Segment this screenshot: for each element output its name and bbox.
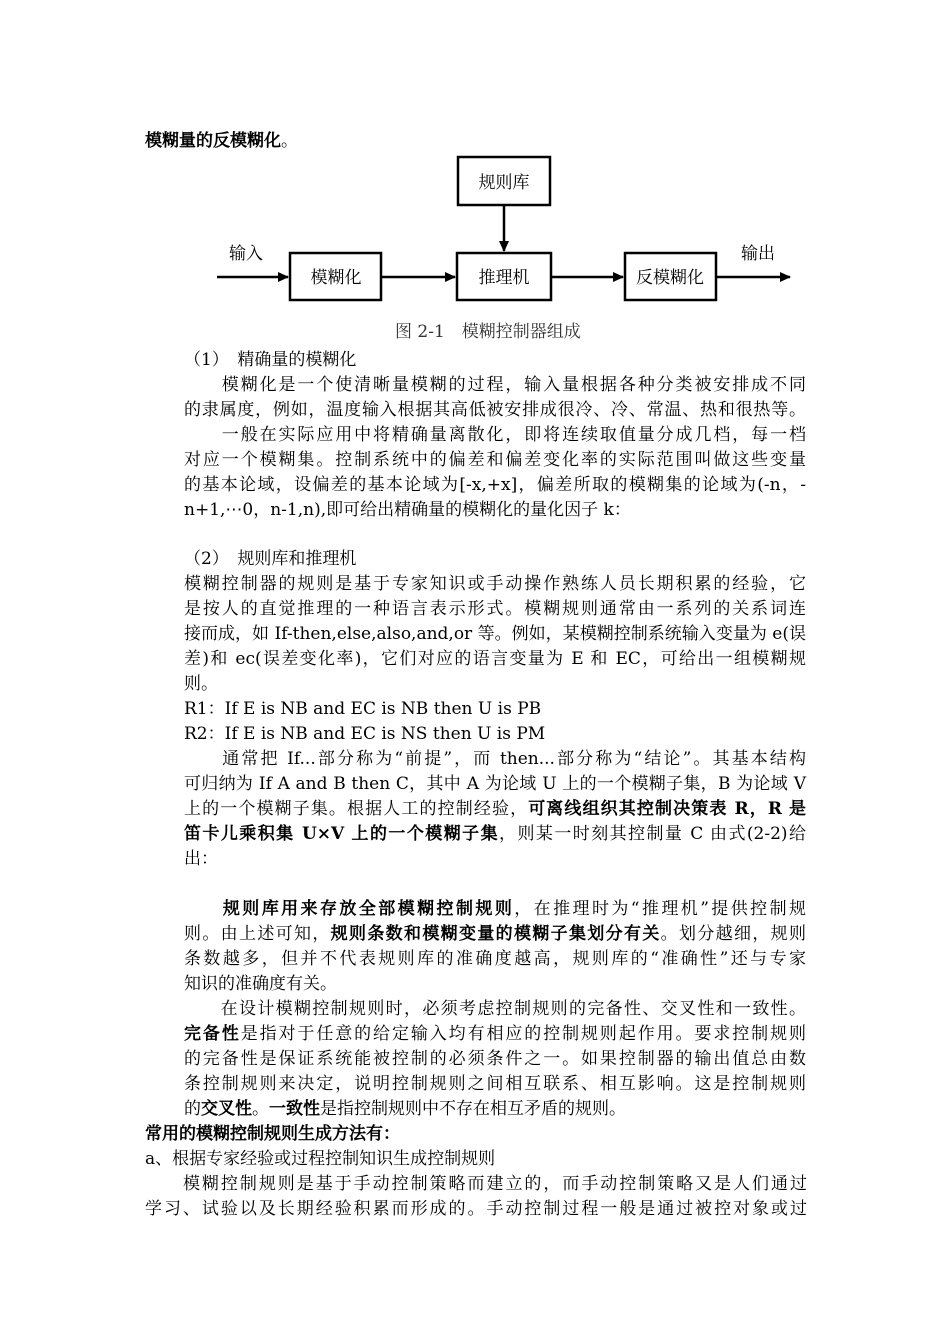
rule-r1: R1：If E is NB and EC is NB then U is PB xyxy=(184,699,542,719)
output-label: 输出 xyxy=(741,244,775,264)
section2-p2-line1: 通常把 If...部分称为“前提”，而 then...部分称为“结论”。其基本结构 xyxy=(184,749,806,769)
bold-run: 交叉性 xyxy=(201,1099,252,1119)
section2-p2-line4 xyxy=(184,822,806,847)
fuzzifier-box xyxy=(290,253,381,300)
section3-line9 xyxy=(184,1097,626,1122)
bold-run: 可离线组织其控制决策表 R，R 是 xyxy=(528,799,807,819)
bold-run: 规则库用来存放全部模糊控制规则 xyxy=(222,899,515,919)
bold-run: 一致性 xyxy=(269,1099,320,1119)
heading-punct: 。 xyxy=(281,131,298,151)
inference-label: 推理机 xyxy=(478,268,530,288)
fuzzy-controller-diagram xyxy=(0,0,950,345)
section2-p1-line3: 接而成，如 If-then,else,also,and,or 等。例如，某模糊控制系统输入变量为 e(误 xyxy=(184,624,806,644)
inference-box xyxy=(457,253,551,300)
section2-p1-line4: 差)和 ec(误差变化率)，它们对应的语言变量为 E 和 EC，可给出一组模糊规 xyxy=(184,649,806,669)
text-run: 。划分越细，规则 xyxy=(660,924,807,944)
method-a: a、根据专家经验或过程控制知识生成控制规则 xyxy=(145,1149,496,1169)
bold-run: 完备性 xyxy=(184,1024,241,1044)
section3-line4: 知识的准确度有关。 xyxy=(184,974,337,994)
section1-p2-line3: 的基本论域，设偏差的基本论域为[-x,+x]，偏差所取的模糊集的论域为(-n，- xyxy=(184,475,806,495)
section2-p1-line2: 是按人的直觉推理的一种语言表示形式。模糊规则通常由一系列的关系词连 xyxy=(184,599,806,619)
heading-text: 模糊量的反模糊化 xyxy=(145,131,281,151)
methods-heading: 常用的模糊控制规则生成方法有： xyxy=(145,1124,400,1144)
section3-line3: 条数越多，但并不代表规则库的准确度越高，规则库的“准确性”还与专家 xyxy=(184,949,806,969)
bold-run: 笛卡儿乘积集 U×V 上的一个模糊子集 xyxy=(184,824,500,844)
section3-line5: 在设计模糊控制规则时，必须考虑控制规则的完备性、交叉性和一致性。 xyxy=(184,999,806,1019)
fuzzifier-label: 模糊化 xyxy=(310,268,362,288)
section1-p1-line1: 模糊化是一个使清晰量模糊的过程，输入量根据各种分类被安排成不同 xyxy=(184,375,806,395)
section1-heading: （1） 精确量的模糊化 xyxy=(184,350,357,370)
text-run: ，在推理时为“推理机”提供控制规 xyxy=(514,899,807,919)
section2-p2-line3 xyxy=(184,797,806,822)
section2-heading: （2） 规则库和推理机 xyxy=(184,549,357,569)
figure-caption: 图 2-1 模糊控制器组成 xyxy=(395,322,581,342)
text-run: 是指控制规则中不存在相互矛盾的规则。 xyxy=(320,1099,626,1119)
method-a-p-line2: 学习、试验以及长期经验积累而形成的。手动控制过程一般是通过被控对象或过 xyxy=(145,1199,807,1219)
section1-p1-line2: 的隶属度，例如，温度输入根据其高低被安排成很冷、冷、常温、热和很热等。 xyxy=(184,400,806,420)
text-run: 。 xyxy=(252,1099,269,1119)
section3-line8: 条控制规则来决定，说明控制规则之间相互联系、相互影响。这是控制规则 xyxy=(184,1074,806,1094)
section2-p1-line1: 模糊控制器的规则是基于专家知识或手动操作熟练人员长期积累的经验，它 xyxy=(184,574,806,594)
rule-r2: R2：If E is NB and EC is NS then U is PM xyxy=(184,724,546,744)
section3-line7: 的完备性是保证系统能被控制的必须条件之一。如果控制器的输出值总由数 xyxy=(184,1049,806,1069)
rulebase-label: 规则库 xyxy=(478,173,530,193)
defuzzifier-label: 反模糊化 xyxy=(636,268,704,288)
indent xyxy=(184,899,223,919)
section3-line1 xyxy=(184,897,806,922)
section2-p2-line2: 可归纳为 If A and B then C，其中 A 为论域 U 上的一个模糊子集，B 为论域 V xyxy=(184,774,806,794)
section1-p2-line4: n+1,⋯0，n-1,n),即可给出精确量的模糊化的量化因子 k： xyxy=(184,500,631,520)
text-run: 上的一个模糊子集。根据人工的控制经验， xyxy=(184,799,529,819)
method-a-p-line1: 模糊控制规则是基于手动控制策略而建立的，而手动控制策略又是人们通过 xyxy=(145,1174,807,1194)
section2-p2-line5: 出： xyxy=(184,849,218,869)
text-run: 是指对于任意的给定输入均有相应的控制规则起作用。要求控制规则 xyxy=(240,1024,806,1044)
bold-run: 规则条数和模糊变量的模糊子集划分有关 xyxy=(330,924,661,944)
section2-p1-line5: 则。 xyxy=(184,674,218,694)
section3-line6 xyxy=(184,1022,806,1047)
text-run: ，则某一时刻其控制量 C 由式(2-2)给 xyxy=(499,824,806,844)
section3-line2 xyxy=(184,922,806,947)
defuzzifier-box xyxy=(625,253,716,300)
section1-p2-line1: 一般在实际应用中将精确量离散化，即将连续取值量分成几档，每一档 xyxy=(184,425,806,445)
rulebase-box xyxy=(458,157,550,205)
text-run: 则。由上述可知， xyxy=(184,924,331,944)
section1-p2-line2: 对应一个模糊集。控制系统中的偏差和偏差变化率的实际范围叫做这些变量 xyxy=(184,450,806,470)
input-label: 输入 xyxy=(229,244,263,264)
text-run: 的 xyxy=(184,1099,201,1119)
